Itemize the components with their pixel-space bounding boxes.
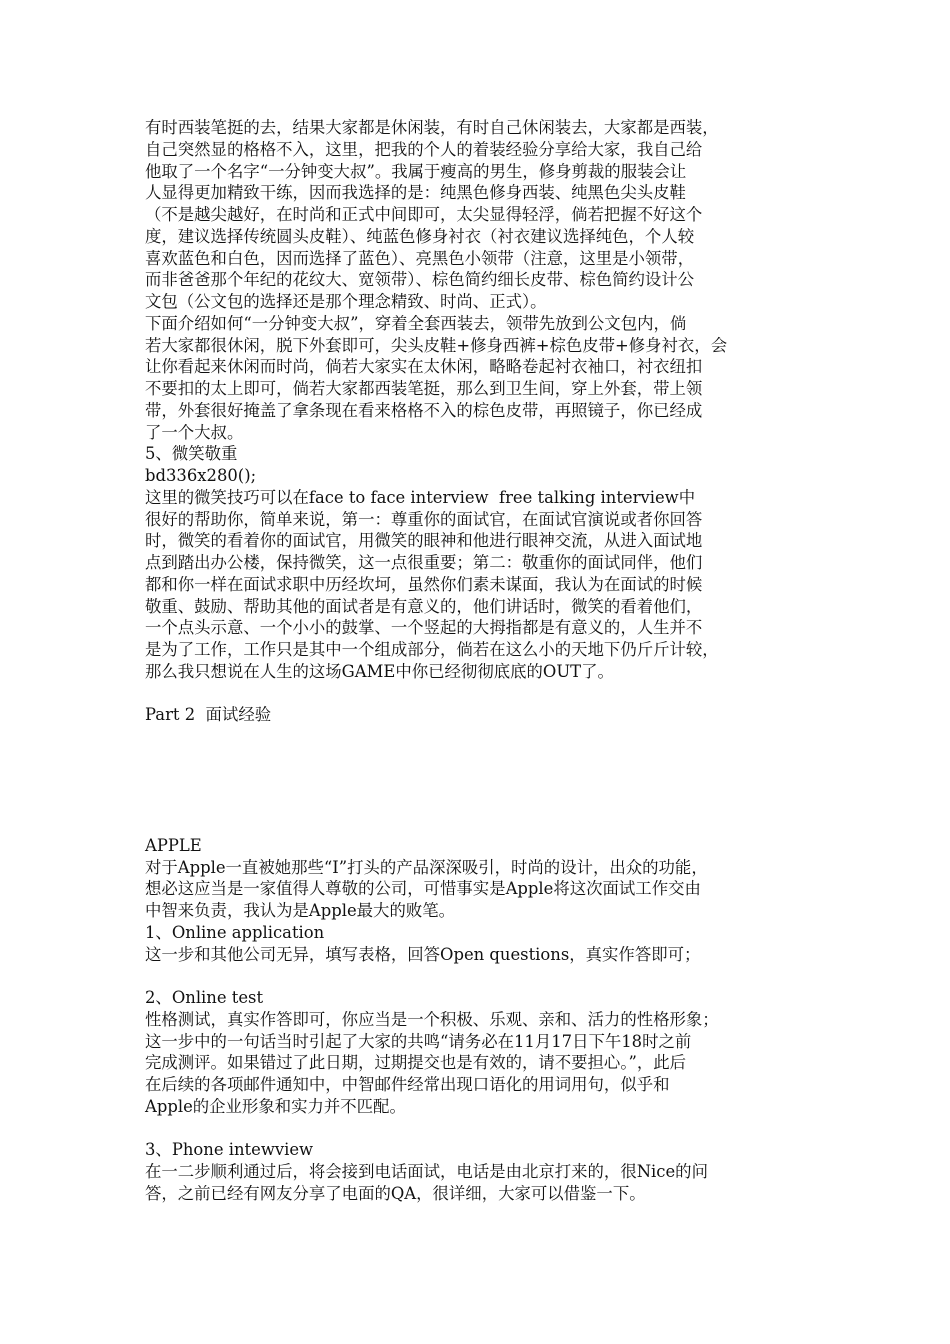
text-line: 喜欢蓝色和白色，因而选择了蓝色）、亮黑色小领带（注意，这里是小领带， <box>145 248 695 268</box>
text-line: 在后续的各项邮件通知中，中智邮件经常出现口语化的用词用句，似乎和 <box>145 1075 670 1094</box>
text-line: （不是越尖越好，在时尚和正式中间即可，太尖显得轻浮，倘若把握不好这个 <box>145 205 703 224</box>
text-line: 下面介绍如何“一分钟变大叔”，穿着全套西装去，领带先放到公文包内，倘 <box>145 313 687 333</box>
text-line: 这一步和其他公司无异，填写表格，回答Open questions，真实作答即可； <box>145 944 701 964</box>
text-line: 了一个大叔。 <box>145 422 244 442</box>
text-line: 答，之前已经有网友分享了电面的QA，很详细，大家可以借鉴一下。 <box>145 1183 646 1203</box>
text-line: 让你看起来休闲而时尚，倘若大家实在太休闲，略略卷起衬衣袖口，衬衣纽扣 <box>145 357 703 377</box>
text-line: 不要扣的太上即可，倘若大家都西装笔挺，那么到卫生间，穿上外套，带上领 <box>145 379 703 398</box>
blank-line <box>145 791 815 813</box>
text-line: 这里的微笑技巧可以在face to face interview free talking interview中 <box>145 487 696 507</box>
blank-line <box>145 748 815 770</box>
text-line: 1、Online application <box>145 922 325 942</box>
text-line: 点到踏出办公楼，保持微笑，这一点很重要；第二：敬重你的面试同伴，他们 <box>145 553 703 572</box>
document-body <box>145 117 815 1205</box>
text-line: 度，建议选择传统圆头皮鞋）、纯蓝色修身衬衣（衬衣建议选择纯色，个人较 <box>145 226 695 246</box>
text-line: 很好的帮助你，简单来说，第一：尊重你的面试官，在面试官演说或者你回答 <box>145 509 703 529</box>
text-line: 若大家都很休闲，脱下外套即可，尖头皮鞋+修身西裤+棕色皮带+修身衬衣，会 <box>145 335 728 355</box>
text-line: 人显得更加精致干练，因而我选择的是：纯黑色修身西装、纯黑色尖头皮鞋 <box>145 183 686 203</box>
blank-line <box>145 770 815 792</box>
text-line: APPLE <box>145 835 202 855</box>
text-line: 性格测试，真实作答即可，你应当是一个积极、乐观、亲和、活力的性格形象； <box>145 1009 719 1029</box>
text-line: 那么我只想说在人生的这场GAME中你已经彻彻底底的OUT了。 <box>145 661 614 681</box>
text-line: Part 2 面试经验 <box>145 705 272 725</box>
text-line: bd336x280(); <box>145 466 257 485</box>
text-line: 文包（公文包的选择还是那个理念精致、时尚、正式）。 <box>145 292 547 311</box>
text-line: 中智来负责，我认为是Apple最大的败笔。 <box>145 901 456 920</box>
text-line: 2、Online test <box>145 988 264 1007</box>
text-line: Apple的企业形象和实力并不匹配。 <box>145 1096 406 1116</box>
text-line: 有时西装笔挺的去，结果大家都是休闲装，有时自己休闲装去，大家都是西装， <box>145 118 719 137</box>
text-line: 这一步中的一句话当时引起了大家的共鸣“请务必在11月17日下午18时之前 <box>145 1031 692 1051</box>
text-line: 3、Phone intewview <box>145 1140 314 1160</box>
text-line: 5、微笑敬重 <box>145 444 238 464</box>
blank-line <box>145 726 815 748</box>
text-line: 他取了一个名字“一分钟变大叔”。我属于瘦高的男生，修身剪裁的服装会让 <box>145 161 687 181</box>
text-line: 敬重、鼓励、帮助其他的面试者是有意义的，他们讲话时，微笑的看着他们， <box>145 596 703 616</box>
text-line: 带，外套很好掩盖了拿条现在看来格格不入的棕色皮带，再照镜子，你已经成 <box>145 400 703 420</box>
blank-line <box>145 965 815 987</box>
text-line: 都和你一样在面试求职中历经坎坷，虽然你们素未谋面，我认为在面试的时候 <box>145 574 703 594</box>
text-line: 对于Apple一直被她那些“I”打头的产品深深吸引，时尚的设计，出众的功能， <box>145 857 708 877</box>
text-line: 一个点头示意、一个小小的鼓掌、一个竖起的大拇指都是有意义的，人生并不 <box>145 618 703 638</box>
text-line: 而非爸爸那个年纪的花纹大、宽领带）、棕色简约细长皮带、棕色简约设计公 <box>145 270 695 290</box>
text-line: 自己突然显的格格不入，这里，把我的个人的着装经验分享给大家，我自己给 <box>145 139 703 159</box>
text-line: 是为了工作，工作只是其中一个组成部分，倘若在这么小的天地下仍斤斤计较， <box>145 640 719 659</box>
text-line: 完成测评。如果错过了此日期，过期提交也是有效的，请不要担心。”，此后 <box>145 1053 687 1073</box>
text-line: 想必这应当是一家值得人尊敬的公司，可惜事实是Apple将这次面试工作交由 <box>145 879 701 899</box>
blank-line <box>145 1118 815 1140</box>
blank-line <box>145 683 815 705</box>
text-line: 在一二步顺利通过后，将会接到电话面试，电话是由北京打来的，很Nice的问 <box>145 1162 708 1181</box>
blank-line <box>145 813 815 835</box>
text-line: 时，微笑的看着你的面试官，用微笑的眼神和他进行眼神交流，从进入面试地 <box>145 531 703 551</box>
